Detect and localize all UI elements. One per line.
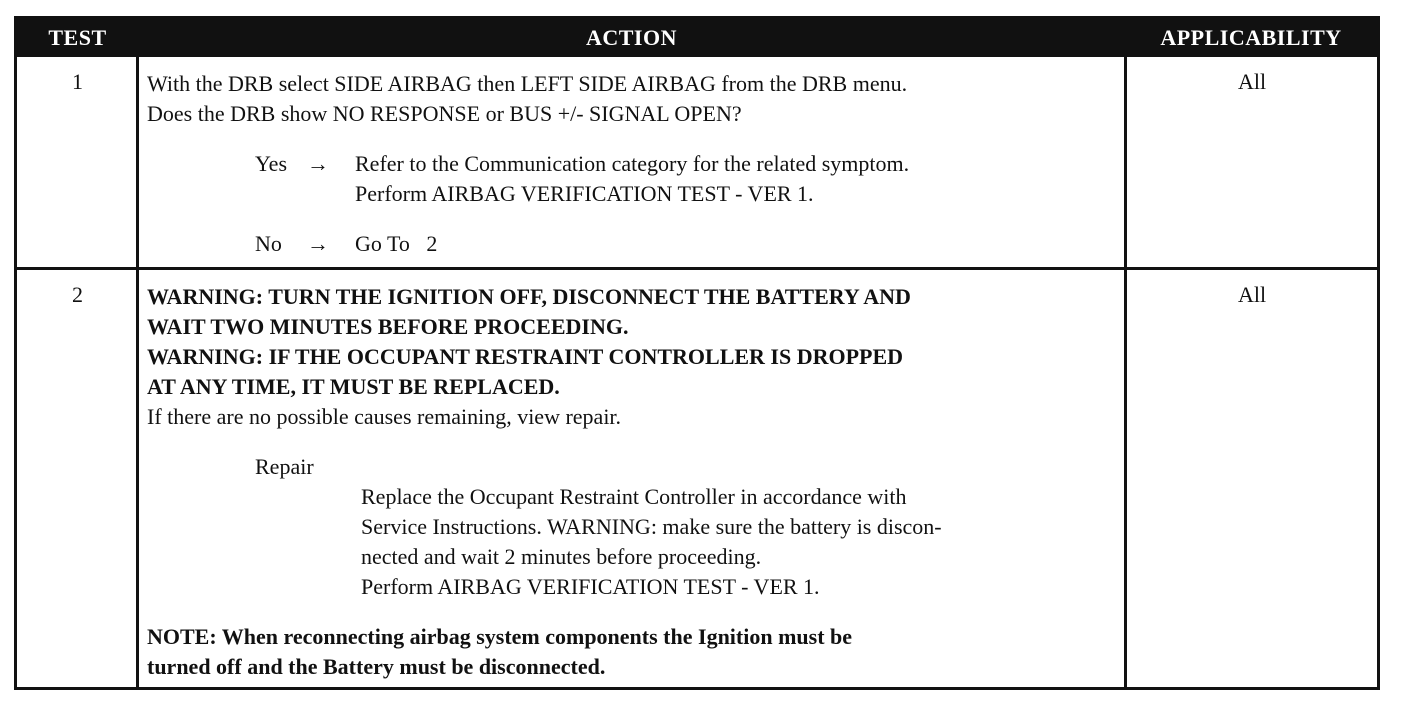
yes-result — [355, 149, 909, 209]
action-cell — [147, 282, 1119, 682]
action-line: Does the DRB show NO RESPONSE or BUS +/- SIGNAL OPEN? — [147, 101, 742, 126]
warning-line: WARNING: TURN THE IGNITION OFF, DISCONNECT THE BATTERY AND — [147, 284, 911, 309]
action-line: With the DRB select SIDE AIRBAG then LEFT SIDE AIRBAG from the DRB menu. — [147, 71, 908, 96]
yes-answer — [255, 149, 1119, 209]
header-applicability: APPLICABILITY — [1160, 25, 1342, 50]
warning-line: WARNING: IF THE OCCUPANT RESTRAINT CONTROLLER IS DROPPED — [147, 344, 904, 369]
action-cell — [147, 69, 1119, 259]
table-row-test-2 — [17, 270, 1377, 687]
warning-line: AT ANY TIME, IT MUST BE REPLACED. — [147, 374, 560, 399]
repair-line: nected and wait 2 minutes before proceeding. — [361, 544, 762, 569]
table-row-test-1 — [17, 57, 1377, 267]
warning-line: WAIT TWO MINUTES BEFORE PROCEEDING. — [147, 314, 629, 339]
repair-label: Repair — [255, 454, 314, 479]
repair-line: Service Instructions. WARNING: make sure the battery is discon- — [361, 514, 942, 539]
no-result: Go To 2 — [355, 231, 438, 256]
header-test: TEST — [48, 25, 107, 50]
arrow-right-icon: → — [307, 151, 329, 176]
note-line: NOTE: When reconnecting airbag system components the Ignition must be — [147, 624, 853, 649]
table-header — [17, 19, 1377, 57]
no-label: No — [255, 231, 282, 256]
test-number: 1 — [72, 69, 83, 94]
arrow-right-icon: → — [307, 231, 329, 256]
repair-line: Perform AIRBAG VERIFICATION TEST - VER 1. — [361, 574, 820, 599]
repair-instructions — [361, 482, 1117, 602]
header-action: ACTION — [585, 25, 677, 50]
note-line: turned off and the Battery must be disconnected. — [147, 654, 606, 679]
repair-line: Replace the Occupant Restraint Controller in accordance with — [361, 484, 907, 509]
action-line: If there are no possible causes remaining, view repair. — [147, 404, 622, 429]
no-answer — [255, 229, 1119, 259]
yes-result-line: Refer to the Communication category for the related symptom. — [355, 151, 910, 176]
yes-result-line: Perform AIRBAG VERIFICATION TEST - VER 1. — [355, 181, 814, 206]
applicability-value: All — [1237, 69, 1267, 94]
diagnostic-test-table — [14, 16, 1380, 690]
yes-label: Yes — [255, 151, 288, 176]
applicability-value: All — [1237, 282, 1267, 307]
test-number: 2 — [72, 282, 83, 307]
